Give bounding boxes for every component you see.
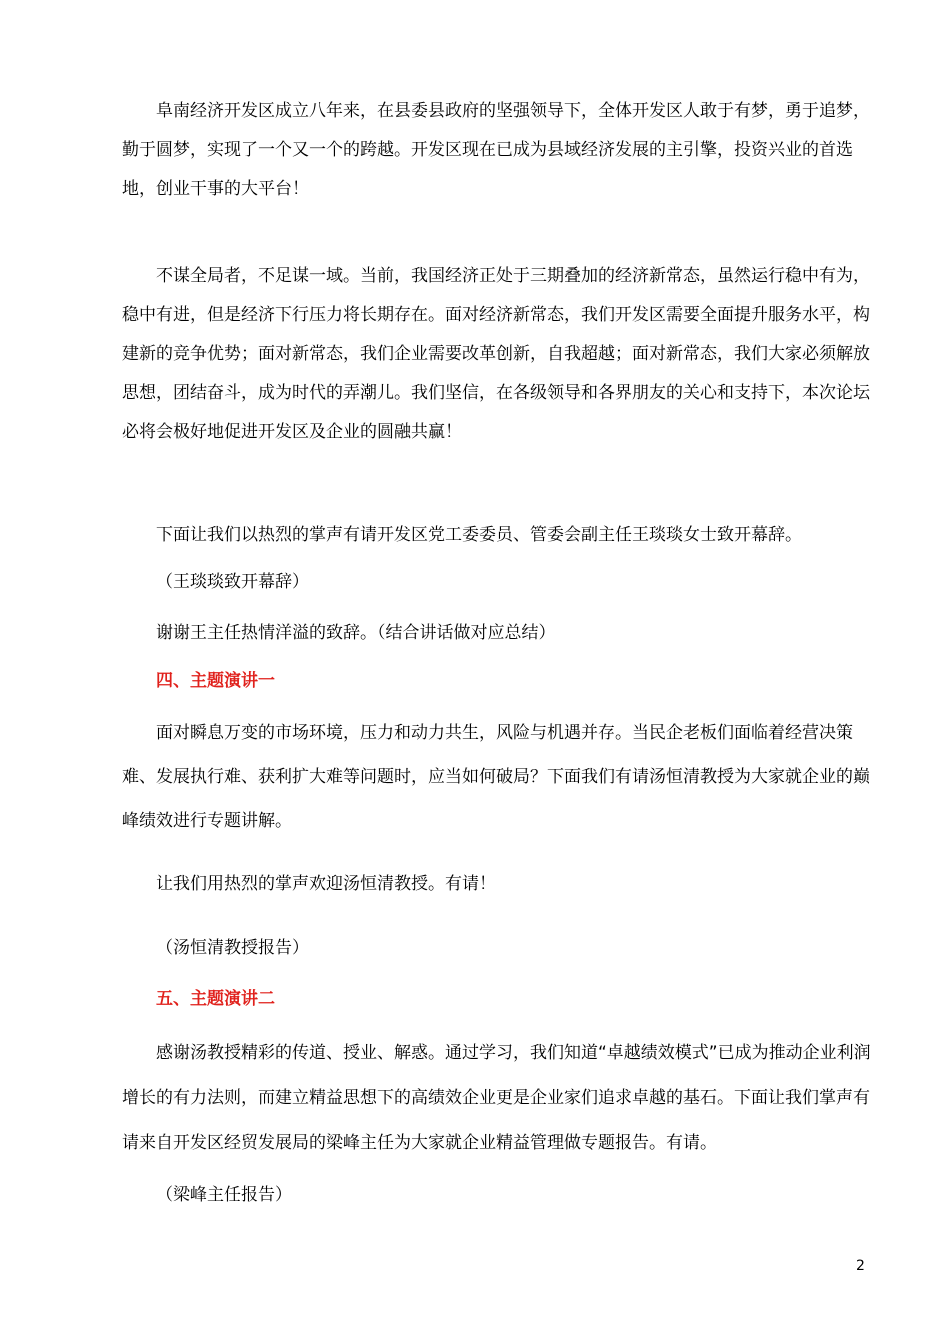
paragraph-economic-new-normal: 不谋全局者，不足谋一域。当前，我国经济正处于三期叠加的经济新常态，虽然运行稳中有为，稳中有进，但是经济下行压力将长期存在。面对经济新常态，我们开发区需要全面提升服务水平，构建新的竞争优势；面对新常态，我们企业需要改革创新，自我超越；面对新常态，我们大家必须解放思想，团结奋斗，成为时代的弄潮儿。我们坚信，在各级领导和各界朋友的关心和支持下，本次论坛必将会极好地促进开发区及企业的圆融共赢！ — [122, 266, 870, 442]
paragraph-development-zone-intro: 阜南经济开发区成立八年来，在县委县政府的坚强领导下，全体开发区人敢于有梦，勇于追梦，勤于圆梦，实现了一个又一个的跨越。开发区现在已成为县域经济发展的主引擎，投资兴业的首选地，创业干事的大平台！ — [122, 101, 870, 199]
paragraph-invite-opening-speech: 下面让我们以热烈的掌声有请开发区党工委委员、管委会副主任王琰琰女士致开幕辞。 — [156, 525, 802, 545]
page-number: 2 — [856, 1258, 865, 1274]
paragraph-professor-report-note: （汤恒清教授报告） — [156, 938, 309, 958]
paragraph-welcome-professor: 让我们用热烈的掌声欢迎汤恒清教授。有请！ — [156, 874, 496, 894]
paragraph-opening-speech-note: （王琰琰致开幕辞） — [156, 572, 309, 592]
section-heading-keynote-two: 五、主题演讲二 — [156, 989, 275, 1009]
paragraph-keynote-two-intro: 感谢汤教授精彩的传道、授业、解惑。通过学习，我们知道“卓越绩效模式”已成为推动企业利润增长的有力法则，而建立精益思想下的高绩效企业更是企业家们追求卓越的基石。下面让我们掌声有请来自开发区经贸发展局的梁峰主任为大家就企业精益管理做专题报告。有请。 — [122, 1043, 871, 1153]
section-heading-keynote-one: 四、主题演讲一 — [156, 671, 275, 691]
paragraph-director-report-note: （梁峰主任报告） — [156, 1185, 292, 1205]
paragraph-thanks-director: 谢谢王主任热情洋溢的致辞。（结合讲话做对应总结） — [156, 623, 556, 643]
paragraph-keynote-one-intro: 面对瞬息万变的市场环境，压力和动力共生，风险与机遇并存。当民企老板们面临着经营决策难、发展执行难、获利扩大难等问题时，应当如何破局？下面我们有请汤恒清教授为大家就企业的巅峰绩效进行专题讲解。 — [122, 723, 870, 831]
